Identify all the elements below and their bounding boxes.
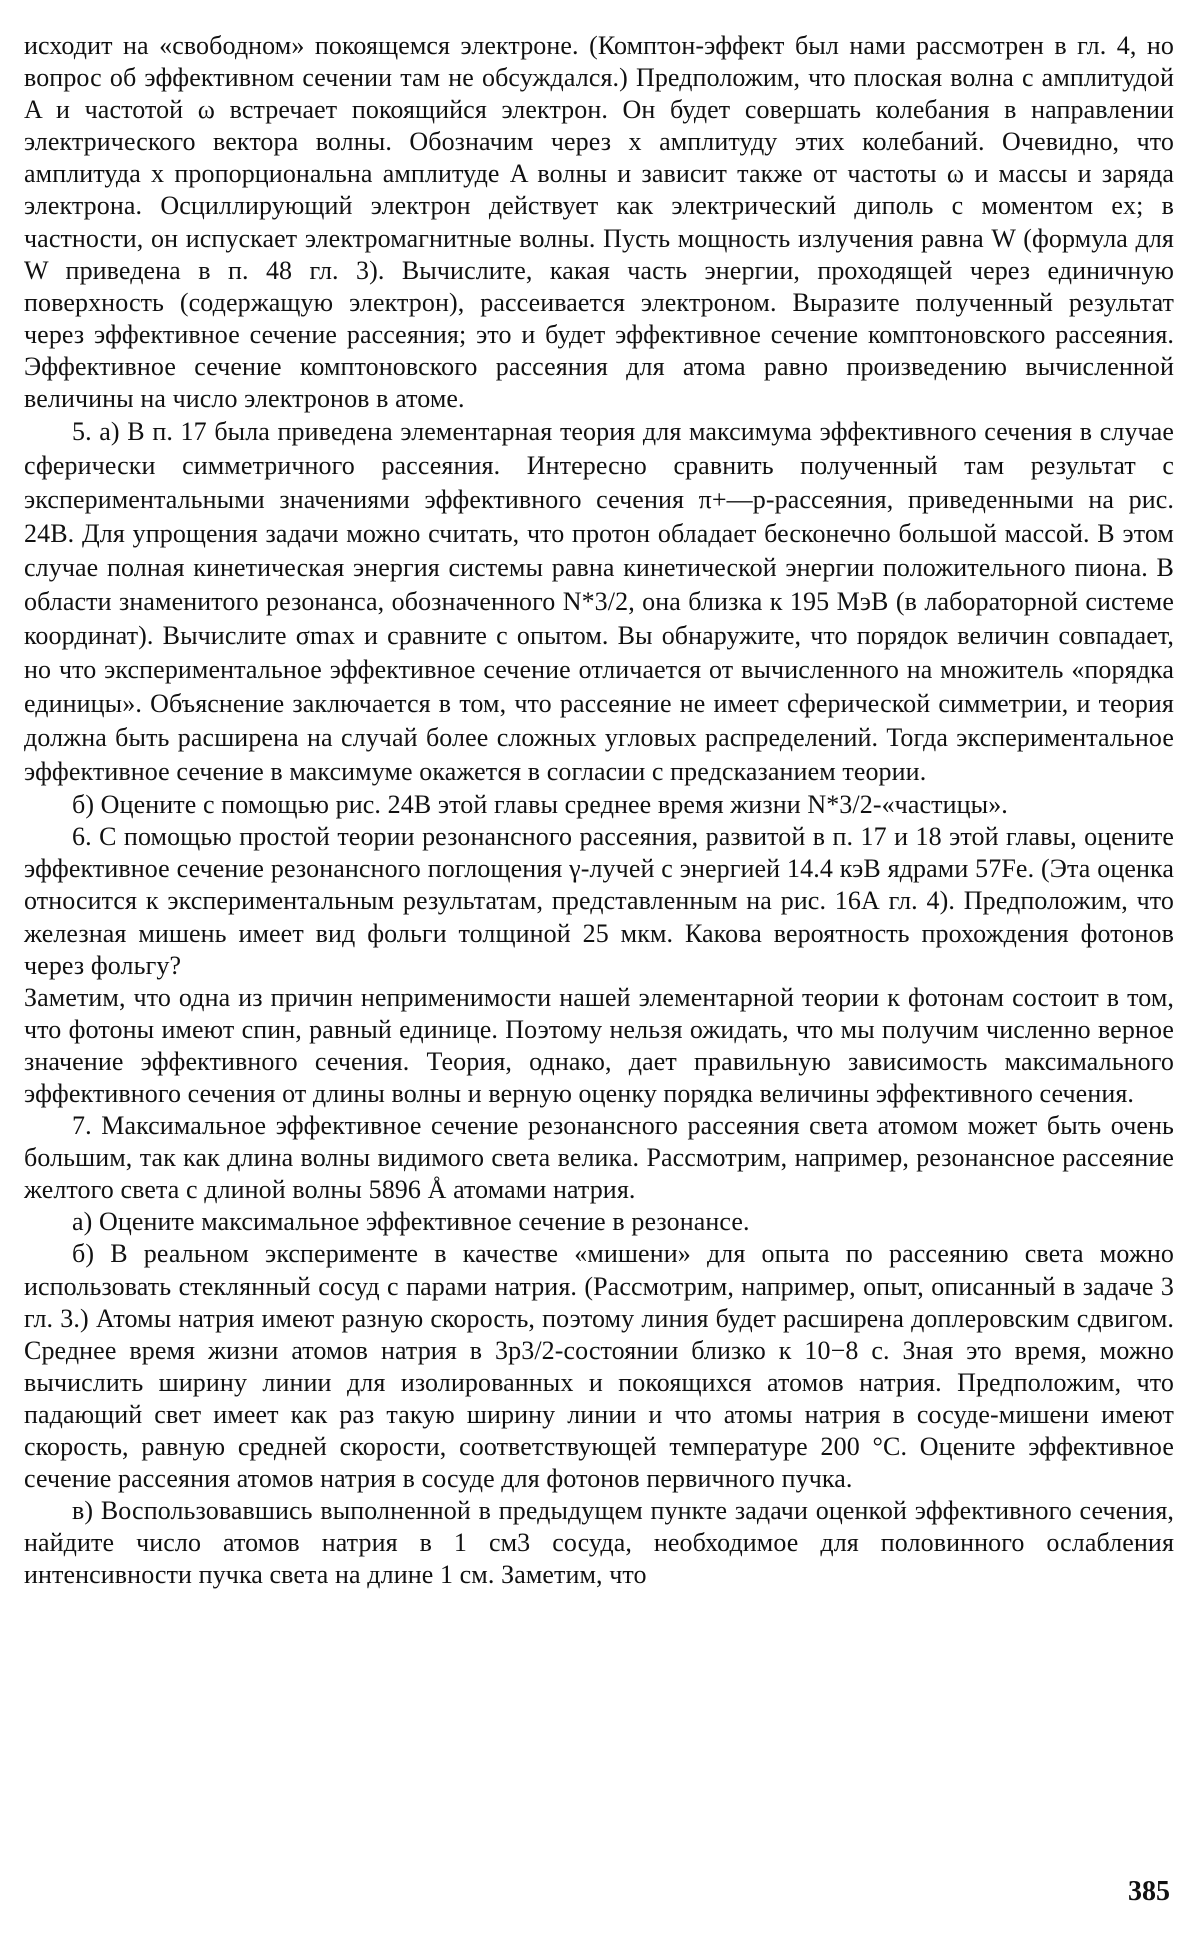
paragraph-problem-7: 7. Максимальное эффективное сечение резонансного рассеяния света атомом может быть очень большим, так как длина волны видимого света велика. Рассмотрим, например, резонансное рассеяние желтого света с длиной волны 5896 Å атомами натрия. bbox=[24, 1111, 1174, 1205]
paragraph-problem-7c: в) Воспользовавшись выполненной в предыдущем пункте задачи оценкой эффективного сечения, найдите число атомов натрия в 1 см3 сосуда, необходимое для половинного ослабления интенсивности пучка света на длине 1 см. Заметим, что bbox=[24, 1496, 1174, 1590]
page-number: 385 bbox=[1128, 1876, 1170, 1907]
paragraph-note: Заметим, что одна из причин неприменимости нашей элементарной теории к фотонам состоит в том, что фотоны имеют спин, равный единице. Поэтому нельзя ожидать, что мы получим численно верное значение эффективного сечения. Теория, однако, дает правильную зависимость максимального эффективного сечения от длины волны и верную оценку порядка величины эффективного сечения. bbox=[24, 982, 1174, 1108]
paragraph-problem-5b: б) Оцените с помощью рис. 24В этой главы среднее время жизни N*3/2-«частицы». bbox=[72, 790, 1008, 820]
paragraph-compton: исходит на «свободном» покоящемся электроне. (Комптон-эффект был нами рассмотрен в гл. 4, но вопрос об эффективном сечении там не обсуждался.) Предположим, что плоская волна с амплитудой A и частотой ω встречает покоящийся электрон. Он будет совершать колебания в направлении электрического вектора волны. Обозначим через x амплитуду этих колебаний. Очевидно, что амплитуда x пропорциональна амплитуде A волны и зависит также от частоты ω и массы и заряда электрона. Осциллирующий электрон действует как электрический диполь с моментом ex; в частности, он испускает электромагнитные волны. Пусть мощность излучения равна W (формула для W приведена в п. 48 гл. 3). Вычислите, какая часть энергии, проходящей через единичную поверхность (содержащую электрон), рассеивается электроном. Выразите полученный результат через эффективное сечение рассеяния; это и будет эффективное сечение комптоновского рассеяния. Эффективное сечение комптоновского рассеяния для атома равно произведению вычисленной величины на число электронов в атоме. bbox=[24, 31, 1174, 414]
paragraph-problem-7b: б) В реальном эксперименте в качестве «мишени» для опыта по рассеянию света можно использовать стеклянный сосуд с парами натрия. (Рассмотрим, например, опыт, описанный в задаче 3 гл. 3.) Атомы натрия имеют разную скорость, поэтому линия будет расширена доплеровским сдвигом. Среднее время жизни атомов натрия в 3p3/2-состоянии близко к 10−8 с. Зная это время, можно вычислить ширину линии для изолированных и покоящихся атомов натрия. Предположим, что падающий свет имеет как раз такую ширину линии и что атомы натрия в сосуде-мишени имеют скорость, равную средней скорости, соответствующей температуре 200 °С. Оцените эффективное сечение рассеяния атомов натрия в сосуде для фотонов первичного пучка. bbox=[24, 1239, 1174, 1494]
paragraph-problem-7a: а) Оцените максимальное эффективное сечение в резонансе. bbox=[72, 1207, 750, 1237]
page-text bbox=[24, 30, 1174, 1910]
paragraph-problem-5a: 5. а) В п. 17 была приведена элементарная теория для максимума эффективного сечения в случае сферически симметричного рассеяния. Интересно сравнить полученный там результат с экспериментальными значениями эффективного сечения π+—p-рассеяния, приведенными на рис. 24В. Для упрощения задачи можно считать, что протон обладает бесконечно большой массой. В этом случае полная кинетическая энергия системы равна кинетической энергии положительного пиона. В области знаменитого резонанса, обозначенного N*3/2, она близка к 195 МэВ (в лабораторной системе координат). Вычислите σmax и сравните с опытом. Вы обнаружите, что порядок величин совпадает, но что экспериментальное эффективное сечение отличается от вычисленного на множитель «порядка единицы». Объяснение заключается в том, что рассеяние не имеет сферической симметрии, и теория должна быть расширена на случай более сложных угловых распределений. Тогда экспериментальное эффективное сечение в максимуме окажется в согласии с предсказанием теории. bbox=[24, 417, 1174, 787]
paragraph-problem-6: 6. С помощью простой теории резонансного рассеяния, развитой в п. 17 и 18 этой главы, оцените эффективное сечение резонансного поглощения γ-лучей с энергией 14.4 кэВ ядрами 57Fe. (Эта оценка относится к экспериментальным результатам, представленным на рис. 16А гл. 4). Предположим, что железная мишень имеет вид фольги толщиной 25 мкм. Какова вероятность прохождения фотонов через фольгу? bbox=[24, 822, 1174, 980]
